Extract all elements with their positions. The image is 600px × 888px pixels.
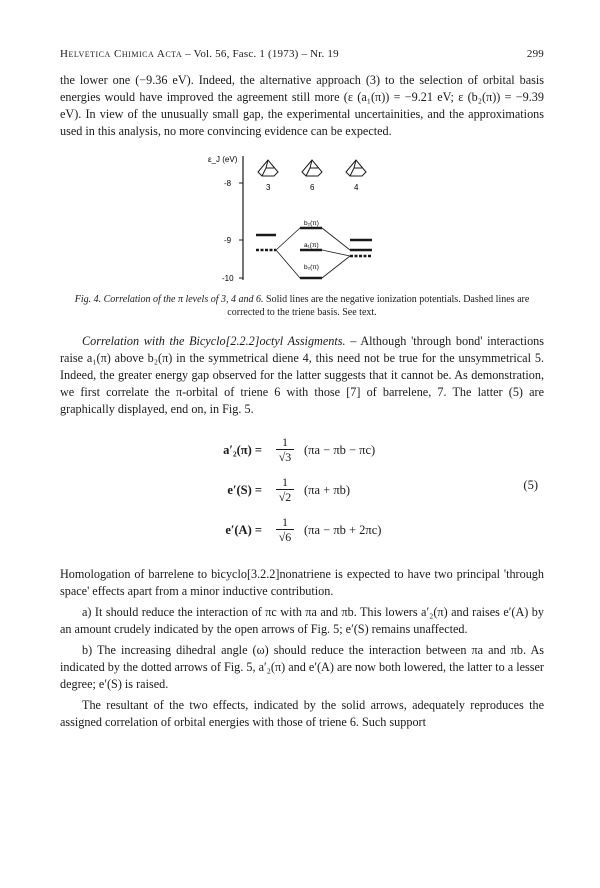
paragraph-5: b) The increasing dihedral angle (ω) should reduce the interaction between πa and πb. As indicated by the dotted arrows of Fig. 5, a′₂(π) and e′(A) are now both lowered, the latter to a lesser degree; e′(S) is raised. [60, 643, 544, 691]
label-b2-lower: b₂(π) [304, 264, 319, 271]
figure-4 [60, 148, 544, 283]
paragraph-3: Homologation of barrelene to bicyclo[3.2.2]nonatriene is expected to have two principal 'through space' effects apart from a minor inductive contribution. [60, 567, 544, 598]
tick-label-minus-10: -10 [222, 274, 234, 283]
paragraph-2-body: – Although 'through bond' interactions raise a₁(π) above b₂(π) in the symmetrical diene 4, this need not be true for the unsymmetrical 5. Indeed, the greater energy gap observed for the latter suggests that it cannot be. As demonstration, we first correlate the π-orbital of triene 6 with those [7] of barrelene, 7. The latter (5) are graphically displayed, end on, in Fig. 5. [60, 334, 545, 416]
fraction-denominator: √2 [278, 490, 292, 504]
fraction [276, 436, 294, 464]
fraction-numerator: 1 [282, 435, 288, 449]
equation-rhs: (πa − πb + 2πc) [304, 522, 382, 537]
fraction-denominator: √6 [278, 530, 292, 544]
compound-label-3: 3 [266, 183, 271, 192]
compound-label-6: 6 [310, 183, 315, 192]
equation-number: (5) [523, 478, 538, 492]
equation-lhs: e′(A) = [225, 522, 262, 537]
section-heading: Correlation with the Bicyclo[2.2.2]octyl Assigments. [82, 334, 346, 348]
equation-eA [190, 516, 381, 544]
y-axis-label: ε_J (eV) [208, 155, 238, 164]
paragraph-1: the lower one (−9.36 eV). Indeed, the alternative approach (3) to the selection of orbital basis energies would have improved the agreement still more (ε (a₁(π)) = −9.21 eV; ε (b₂(π)) = −9.39 eV). In view of the unusually small gap, the experimental uncertainities, and the approximations used in this analysis, no more convincing evidence can be expected. [60, 73, 544, 138]
molecule-3-icon [258, 160, 278, 176]
equation-block-5 [60, 434, 544, 552]
equation-eS [190, 476, 350, 504]
fraction [276, 476, 294, 504]
fraction-numerator: 1 [282, 475, 288, 489]
journal-line [60, 48, 339, 60]
page [60, 48, 544, 731]
journal-name: Helvetica Chimica Acta [60, 48, 183, 60]
running-header [60, 48, 544, 60]
equation-lhs: e′(S) = [227, 482, 262, 497]
paragraph-6: The resultant of the two effects, indicated by the solid arrows, adequately reproduces the assigned correlation of orbital energies with those of triene 6. Such support [60, 698, 544, 729]
issue-info: – Vol. 56, Fasc. 1 (1973) – Nr. 19 [185, 48, 339, 60]
compound-label-4: 4 [354, 183, 359, 192]
paragraph-2 [60, 333, 544, 418]
equation-lhs: a′₂(π) = [223, 442, 262, 457]
page-number: 299 [526, 48, 544, 60]
fraction [276, 516, 294, 544]
fraction-numerator: 1 [282, 515, 288, 529]
molecule-6-icon [302, 160, 322, 176]
fraction-denominator: √3 [278, 450, 292, 464]
caption-text: Solid lines are the negative ionization potentials. Dashed lines are corrected to the triene basis. See text. [227, 294, 530, 318]
equation-rhs: (πa + πb) [304, 482, 351, 497]
equation-a2 [190, 436, 375, 464]
correlation-diagram [60, 148, 544, 283]
label-b2-upper: b₂(π) [304, 220, 319, 227]
paragraph-4: a) It should reduce the interaction of πc with πa and πb. This lowers a′₂(π) and raises e′(A) by an amount crudely indicated by the open arrows of Fig. 5; e′(S) remains unaffected. [60, 605, 544, 636]
tick-label-minus-9: -9 [224, 236, 232, 245]
tick-label-minus-8: -8 [224, 179, 232, 188]
caption-label: Fig. 4. Correlation of the π levels of 3, 4 and 6. [74, 294, 264, 305]
molecule-4-icon [346, 160, 366, 176]
figure-caption [60, 293, 544, 319]
equation-rhs: (πa − πb − πc) [304, 442, 376, 457]
label-a1: a₁(π) [304, 242, 319, 249]
